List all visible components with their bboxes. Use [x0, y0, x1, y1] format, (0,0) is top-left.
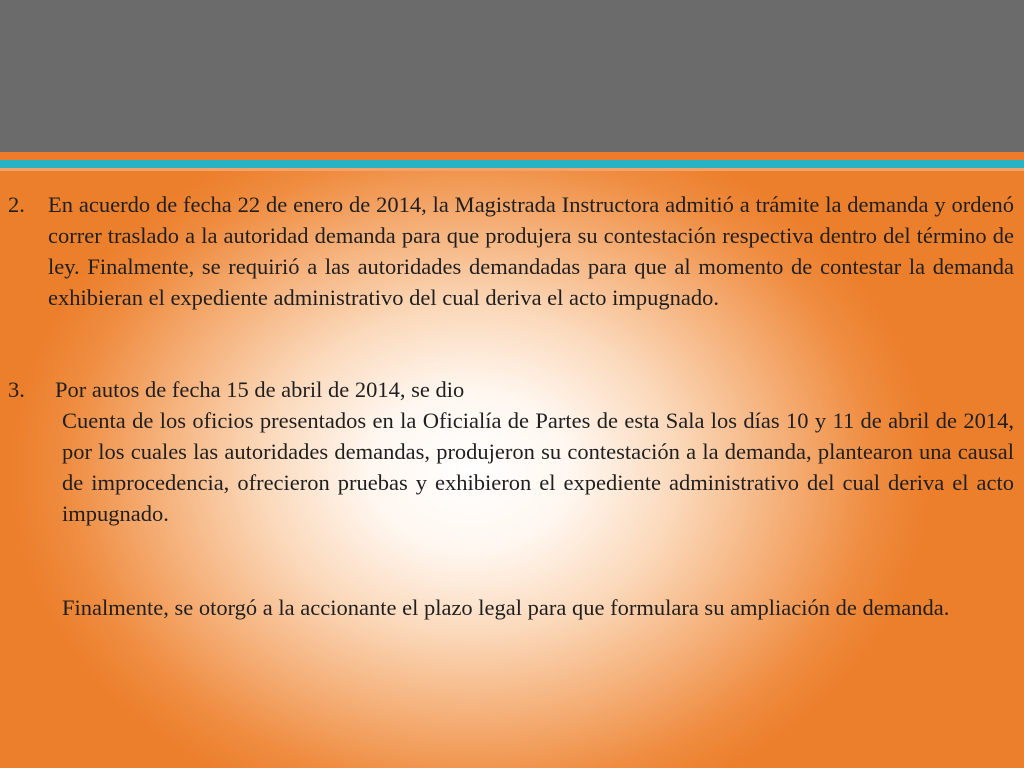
list-number-2: 2. — [8, 192, 25, 217]
list-item-3-paragraph-2: Finalmente, se otorgó a la accionante el plazo legal para que formulara su ampliación de demanda. — [62, 595, 950, 620]
list-item-3-paragraph-1: Cuenta de los oficios presentados en la Oficialía de Partes de esta Sala los días 10 y 11 de abril de 2014, por los cuales las autoridades demandas, produjeron su contestación a la demanda, plantearon una causal de improcedencia, ofrecieron pruebas y exhibieron el expediente administrativo del cual deriva el acto impugnado. — [62, 408, 1014, 526]
list-number-3: 3. — [8, 377, 25, 402]
list-item-3-heading: Por autos de fecha 15 de abril de 2014, se dio — [55, 377, 465, 402]
list-item-2-text: En acuerdo de fecha 22 de enero de 2014, la Magistrada Instructora admitió a trámite la demanda y ordenó correr traslado a la autoridad demanda para que produjera su contestación respectiva dentro del término de ley. Finalmente, se requirió a las autoridades demandadas para que al momento de contestar la demanda exhibieran el expediente administrativo del cual deriva el acto impugnado. — [48, 192, 1014, 310]
